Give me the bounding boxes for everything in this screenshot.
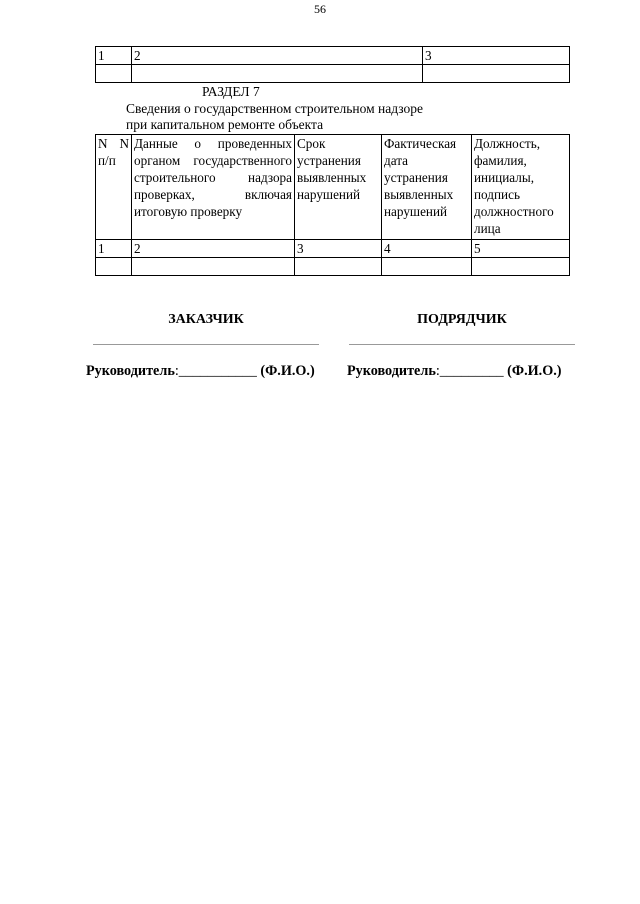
- head-label: Руководитель: [86, 363, 175, 379]
- contractor-title: ПОДРЯДЧИК: [417, 312, 507, 327]
- fio-label: (Ф.И.О.): [503, 363, 562, 379]
- section-subtitle-line: Сведения о государственном строительном надзоре: [126, 101, 423, 116]
- column-header: Данные о проведенных органом государственного строительного надзора проверках, включая итоговую проверку: [132, 135, 295, 240]
- table-cell: 1: [96, 240, 132, 258]
- top-table: [95, 46, 570, 83]
- column-header: Должность, фамилия, инициалы, подпись должностного лица: [472, 135, 570, 240]
- table-cell: [132, 65, 423, 83]
- table-cell: 1: [96, 47, 132, 65]
- table-cell: [96, 65, 132, 83]
- table-cell: 2: [132, 240, 295, 258]
- signature-blank: :___________: [174, 363, 257, 379]
- section-heading: РАЗДЕЛ 7: [202, 84, 260, 99]
- table-row: [96, 65, 570, 83]
- section-subtitle-line: при капитальном ремонте объекта: [126, 117, 324, 132]
- head-label: Руководитель: [347, 363, 436, 379]
- table-cell: [382, 258, 472, 276]
- table-cell: [423, 65, 570, 83]
- table-cell: 4: [382, 240, 472, 258]
- table-row: [96, 240, 570, 258]
- table-cell: [472, 258, 570, 276]
- page-number: 56: [314, 2, 326, 16]
- table-cell: [132, 258, 295, 276]
- contractor-signature-line: [349, 344, 575, 345]
- table-header-row: [96, 135, 570, 240]
- table-row: [96, 258, 570, 276]
- section7-table: [95, 134, 570, 276]
- customer-head-signature: [86, 363, 315, 380]
- contractor-head-signature: [347, 363, 562, 380]
- table-cell: 5: [472, 240, 570, 258]
- table-cell: 3: [295, 240, 382, 258]
- signature-blank: :_________: [435, 363, 504, 379]
- table-cell: 3: [423, 47, 570, 65]
- column-header: N N п/п: [96, 135, 132, 240]
- table-row: [96, 47, 570, 65]
- column-header: Фактическая дата устранения выявленных нарушений: [382, 135, 472, 240]
- table-cell: [96, 258, 132, 276]
- customer-title: ЗАКАЗЧИК: [168, 312, 244, 327]
- customer-signature-line: [93, 344, 319, 345]
- table-cell: [295, 258, 382, 276]
- column-header: Срок устранения выявленных нарушений: [295, 135, 382, 240]
- fio-label: (Ф.И.О.): [256, 363, 315, 379]
- section-subtitle: [126, 101, 423, 133]
- table-cell: 2: [132, 47, 423, 65]
